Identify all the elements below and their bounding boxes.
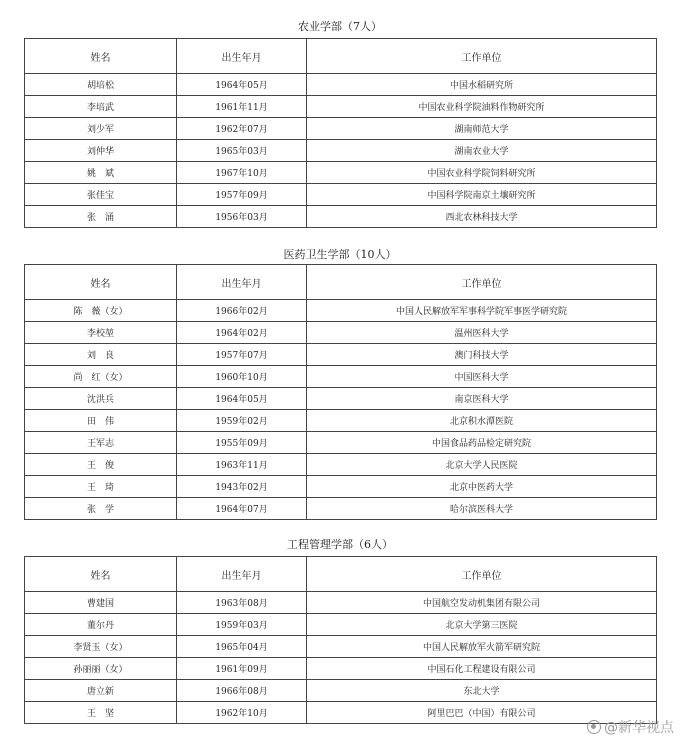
cell-name: 李贤玉（女） bbox=[25, 636, 177, 658]
cell-birth: 1960年10月 bbox=[177, 366, 307, 388]
cell-name: 孙丽丽（女） bbox=[25, 658, 177, 680]
table-row bbox=[25, 118, 657, 140]
cell-birth: 1965年04月 bbox=[177, 636, 307, 658]
table-row bbox=[25, 96, 657, 118]
cell-unit: 中国人民解放军火箭军研究院 bbox=[307, 636, 657, 658]
table-row bbox=[25, 476, 657, 498]
cell-name: 王 俊 bbox=[25, 454, 177, 476]
watermark-text: @新华视点 bbox=[604, 720, 674, 736]
cell-unit: 中国人民解放军军事科学院军事医学研究院 bbox=[307, 300, 657, 322]
cell-unit: 中国食品药品检定研究院 bbox=[307, 432, 657, 454]
cell-birth: 1957年07月 bbox=[177, 344, 307, 366]
table-row bbox=[25, 322, 657, 344]
table-row bbox=[25, 162, 657, 184]
cell-unit: 阿里巴巴（中国）有限公司 bbox=[307, 702, 657, 724]
cell-unit: 北京大学人民医院 bbox=[307, 454, 657, 476]
cell-birth: 1961年11月 bbox=[177, 96, 307, 118]
cell-unit: 西北农林科技大学 bbox=[307, 206, 657, 228]
cell-unit: 南京医科大学 bbox=[307, 388, 657, 410]
header-birth: 出生年月 bbox=[177, 39, 307, 74]
cell-name: 董尔丹 bbox=[25, 614, 177, 636]
cell-unit: 湖南农业大学 bbox=[307, 140, 657, 162]
table-row bbox=[25, 614, 657, 636]
table-agriculture bbox=[24, 38, 657, 228]
cell-name: 刘 良 bbox=[25, 344, 177, 366]
section-title-agriculture: 农业学部（7人） bbox=[298, 20, 382, 33]
table-row bbox=[25, 300, 657, 322]
table-row bbox=[25, 658, 657, 680]
cell-name: 王 琦 bbox=[25, 476, 177, 498]
table-row bbox=[25, 592, 657, 614]
cell-name: 李校堃 bbox=[25, 322, 177, 344]
cell-birth: 1963年08月 bbox=[177, 592, 307, 614]
cell-birth: 1962年07月 bbox=[177, 118, 307, 140]
cell-birth: 1956年03月 bbox=[177, 206, 307, 228]
cell-name: 王 坚 bbox=[25, 702, 177, 724]
cell-unit: 北京积水潭医院 bbox=[307, 410, 657, 432]
cell-birth: 1955年09月 bbox=[177, 432, 307, 454]
header-unit: 工作单位 bbox=[307, 39, 657, 74]
cell-name: 沈洪兵 bbox=[25, 388, 177, 410]
cell-name: 田 伟 bbox=[25, 410, 177, 432]
cell-unit: 中国医科大学 bbox=[307, 366, 657, 388]
header-birth: 出生年月 bbox=[177, 557, 307, 592]
table-row bbox=[25, 410, 657, 432]
cell-name: 刘少军 bbox=[25, 118, 177, 140]
table-row bbox=[25, 344, 657, 366]
cell-name: 王军志 bbox=[25, 432, 177, 454]
cell-birth: 1967年10月 bbox=[177, 162, 307, 184]
cell-name: 张 涌 bbox=[25, 206, 177, 228]
cell-birth: 1963年11月 bbox=[177, 454, 307, 476]
table-row bbox=[25, 206, 657, 228]
cell-birth: 1965年03月 bbox=[177, 140, 307, 162]
table-row bbox=[25, 702, 657, 724]
cell-name: 张佳宝 bbox=[25, 184, 177, 206]
cell-name: 陈 薇（女） bbox=[25, 300, 177, 322]
header-name: 姓名 bbox=[25, 557, 177, 592]
cell-name: 刘仲华 bbox=[25, 140, 177, 162]
cell-unit: 中国农业科学院油料作物研究所 bbox=[307, 96, 657, 118]
cell-name: 胡培松 bbox=[25, 74, 177, 96]
cell-unit: 中国水稻研究所 bbox=[307, 74, 657, 96]
table-row bbox=[25, 388, 657, 410]
cell-birth: 1966年02月 bbox=[177, 300, 307, 322]
cell-birth: 1957年09月 bbox=[177, 184, 307, 206]
header-unit: 工作单位 bbox=[307, 557, 657, 592]
cell-unit: 北京中医药大学 bbox=[307, 476, 657, 498]
cell-name: 尚 红（女） bbox=[25, 366, 177, 388]
cell-birth: 1966年08月 bbox=[177, 680, 307, 702]
header-birth: 出生年月 bbox=[177, 265, 307, 300]
cell-birth: 1964年05月 bbox=[177, 74, 307, 96]
cell-unit: 温州医科大学 bbox=[307, 322, 657, 344]
cell-birth: 1964年05月 bbox=[177, 388, 307, 410]
cell-unit: 澳门科技大学 bbox=[307, 344, 657, 366]
cell-name: 曹建国 bbox=[25, 592, 177, 614]
weibo-logo-icon bbox=[587, 720, 601, 734]
table-row bbox=[25, 140, 657, 162]
cell-birth: 1961年09月 bbox=[177, 658, 307, 680]
cell-unit: 北京大学第三医院 bbox=[307, 614, 657, 636]
table-row bbox=[25, 184, 657, 206]
cell-birth: 1959年02月 bbox=[177, 410, 307, 432]
table-row bbox=[25, 74, 657, 96]
cell-unit: 中国农业科学院饲料研究所 bbox=[307, 162, 657, 184]
cell-birth: 1959年03月 bbox=[177, 614, 307, 636]
cell-name: 唐立新 bbox=[25, 680, 177, 702]
table-row bbox=[25, 432, 657, 454]
table-row bbox=[25, 366, 657, 388]
cell-birth: 1943年02月 bbox=[177, 476, 307, 498]
cell-unit: 中国科学院南京土壤研究所 bbox=[307, 184, 657, 206]
header-name: 姓名 bbox=[25, 39, 177, 74]
cell-name: 李培武 bbox=[25, 96, 177, 118]
cell-unit: 中国石化工程建设有限公司 bbox=[307, 658, 657, 680]
section-title-engineering-management: 工程管理学部（6人） bbox=[287, 538, 393, 551]
cell-unit: 中国航空发动机集团有限公司 bbox=[307, 592, 657, 614]
cell-unit: 湖南师范大学 bbox=[307, 118, 657, 140]
header-unit: 工作单位 bbox=[307, 265, 657, 300]
cell-unit: 哈尔滨医科大学 bbox=[307, 498, 657, 520]
table-row bbox=[25, 454, 657, 476]
cell-birth: 1962年10月 bbox=[177, 702, 307, 724]
cell-unit: 东北大学 bbox=[307, 680, 657, 702]
table-row bbox=[25, 680, 657, 702]
section-title-medicine: 医药卫生学部（10人） bbox=[283, 248, 397, 261]
table-row bbox=[25, 636, 657, 658]
watermark bbox=[587, 717, 674, 737]
cell-name: 张 学 bbox=[25, 498, 177, 520]
header-name: 姓名 bbox=[25, 265, 177, 300]
cell-birth: 1964年07月 bbox=[177, 498, 307, 520]
table-engineering-management bbox=[24, 556, 657, 724]
table-medicine bbox=[24, 264, 657, 520]
table-header bbox=[25, 557, 657, 592]
table-header bbox=[25, 265, 657, 300]
table-row bbox=[25, 498, 657, 520]
cell-name: 姚 斌 bbox=[25, 162, 177, 184]
table-header bbox=[25, 39, 657, 74]
cell-birth: 1964年02月 bbox=[177, 322, 307, 344]
